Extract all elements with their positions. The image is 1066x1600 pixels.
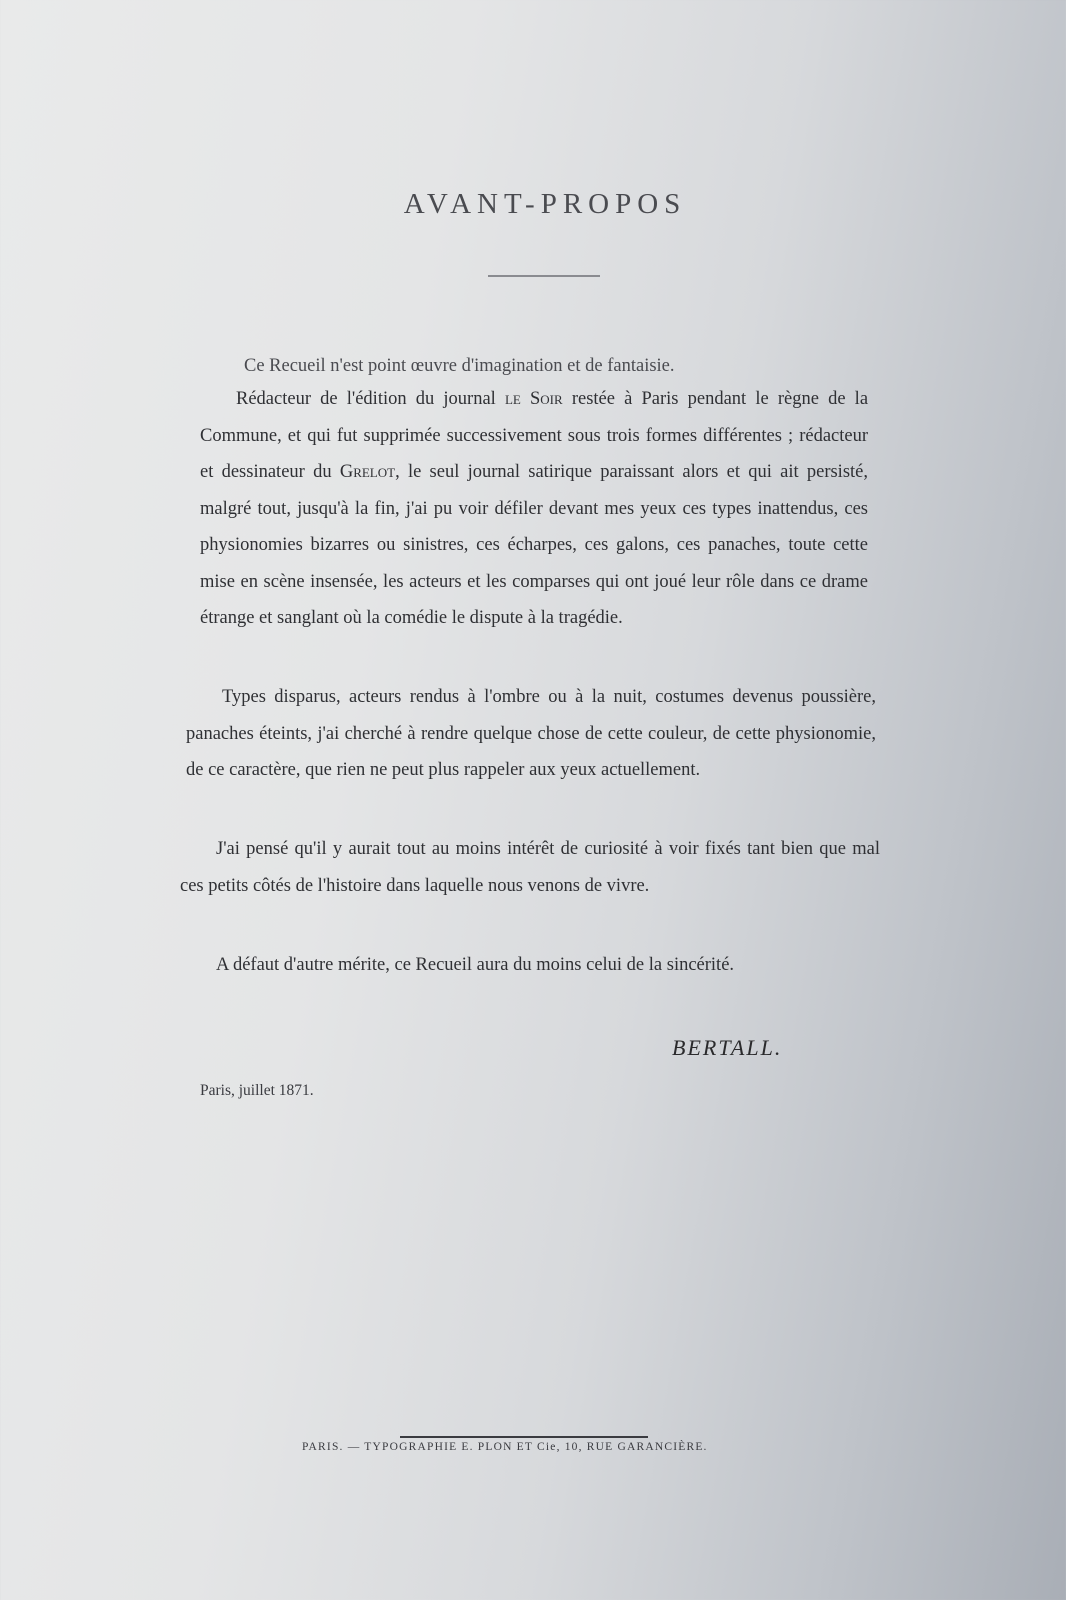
- paragraph-1-text: Ce Recueil n'est point œuvre d'imagination et de fantaisie.: [244, 356, 675, 376]
- author-signature: BERTALL.: [672, 1035, 783, 1060]
- title-divider: [488, 275, 600, 277]
- printer-imprint: PARIS. — TYPOGRAPHIE E. PLON ET Cie, 10, RUE GARANCIÈRE.: [302, 1441, 708, 1453]
- dateline: Paris, juillet 1871.: [200, 1082, 314, 1099]
- paragraph-2-text-b: restée à Paris pendant le règne de la Commune, et qui fut supprimée successivement sous trois formes différentes ; rédacteur et dessinateur du: [200, 389, 869, 482]
- paragraph-1: [244, 348, 844, 385]
- paragraph-4: [180, 831, 880, 904]
- journal-grelot: Grelot: [339, 462, 396, 482]
- paragraph-3-text: Types disparus, acteurs rendus à l'ombre ou à la nuit, costumes devenus poussière, panaches éteints, j'ai cherché à rendre quelque chose de cette couleur, de cette physionomie, de ce caractère, que rien ne peut plus rappeler aux yeux actuellement.: [186, 687, 876, 780]
- paragraph-2-text-c: , le seul journal satirique paraissant alors et qui ait persisté, malgré tout, jusqu'à la fin, j'ai pu voir défiler devant mes yeux ces types inattendus, ces physionomies bizarres ou sinistres, ces écharpes, ces galons, ces panaches, toute cette mise en scène insensée, les acteurs et les comparses qui ont joué leur rôle dans ce drame étrange et sanglant où la comédie le dispute à la tragédie.: [200, 462, 868, 628]
- paragraph-2: [200, 381, 868, 637]
- paragraph-5: [180, 947, 900, 984]
- page-title: AVANT-PROPOS: [403, 188, 687, 220]
- journal-le: le: [504, 389, 521, 409]
- paragraph-3: [186, 679, 876, 789]
- paragraph-4-text: J'ai pensé qu'il y aurait tout au moins intérêt de curiosité à voir fixés tant bien que mal ces petits côtés de l'histoire dans laquelle nous venons de vivre.: [180, 839, 880, 896]
- paragraph-5-text: A défaut d'autre mérite, ce Recueil aura du moins celui de la sincérité.: [216, 955, 735, 975]
- paragraph-2-text-a: Rédacteur de l'édition du journal: [236, 389, 496, 409]
- journal-soir: Soir: [530, 389, 563, 409]
- footer-divider: [400, 1436, 648, 1438]
